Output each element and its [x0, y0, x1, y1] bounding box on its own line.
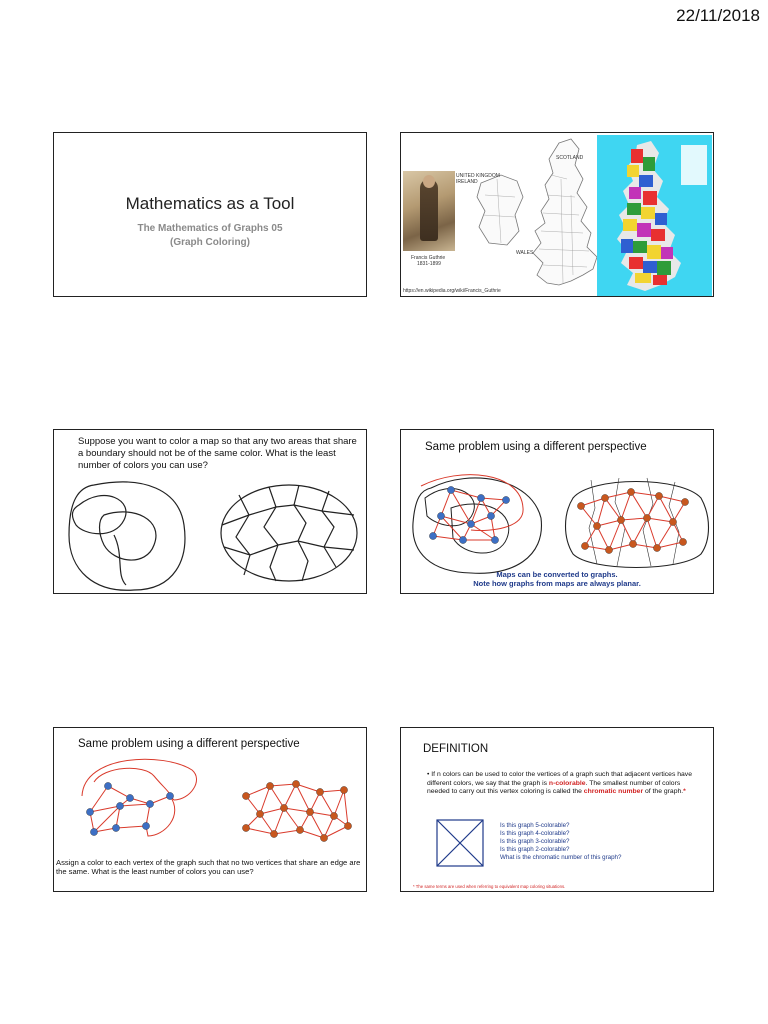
graph-edge — [657, 542, 683, 548]
graph-edge — [609, 520, 621, 550]
graph-edge — [621, 492, 631, 520]
graph-vertex — [491, 536, 498, 543]
graph-vertex — [593, 522, 600, 529]
map-coloring-question: Suppose you want to color a map so that any two areas that share a boundary should not be of the same color. What is the least number of colors you can use? — [78, 436, 357, 471]
question-chromatic-number: What is the chromatic number of this graph? — [500, 854, 622, 861]
graph-vertex — [601, 494, 608, 501]
graph-vertex — [330, 812, 337, 819]
definition-part3: of the graph. — [644, 788, 684, 795]
graph-vertex — [577, 502, 584, 509]
graph-edge — [631, 492, 647, 518]
graph-vertex — [340, 786, 347, 793]
graph-vertex — [270, 830, 277, 837]
slide-subtitle-line2: (Graph Coloring) — [170, 237, 250, 248]
graph-edge — [659, 496, 673, 522]
graph-edge — [90, 786, 108, 812]
graph-vertex — [104, 782, 111, 789]
slide-vertex-coloring — [53, 727, 367, 892]
map-to-graph-right — [561, 468, 711, 578]
graph-edge — [471, 524, 495, 540]
portrait-caption-years: 1831-1899 — [417, 261, 441, 267]
graph-edge — [621, 520, 633, 544]
graph-vertex — [502, 496, 509, 503]
graph-vertex — [90, 828, 97, 835]
graph-vertex — [296, 826, 303, 833]
graph-edge — [631, 492, 659, 496]
graph-left — [74, 756, 224, 856]
graph-edge — [605, 492, 631, 498]
graph-edge — [433, 536, 463, 540]
map-boundary — [82, 759, 197, 800]
graph-edge — [120, 804, 150, 806]
graph-vertex — [477, 494, 484, 501]
graph-vertex — [627, 488, 634, 495]
question-5-colorable: Is this graph 5-colorable? — [500, 822, 570, 829]
graph-vertex — [437, 512, 444, 519]
graph-vertex — [146, 800, 153, 807]
graph-vertex — [487, 512, 494, 519]
graph-edge — [274, 808, 284, 834]
graph-vertex — [292, 780, 299, 787]
slide-map-coloring-question — [53, 429, 367, 594]
wales-label: WALES — [516, 250, 534, 256]
graph-edge — [284, 784, 296, 808]
portrait-caption-name: Francis Guthrie — [411, 255, 446, 261]
graph-vertex — [669, 518, 676, 525]
graph-vertex — [316, 788, 323, 795]
slide-title — [53, 132, 367, 297]
graph-edge — [270, 784, 296, 786]
graph-edge — [633, 518, 647, 544]
slide4-heading: Same problem using a different perspective — [425, 441, 647, 453]
map-region-sketches — [54, 475, 367, 594]
asterisk: * — [683, 788, 686, 795]
slide5-heading: Same problem using a different perspective — [78, 738, 300, 750]
scotland-label: SCOTLAND — [556, 155, 584, 161]
graph-vertex — [256, 810, 263, 817]
graph-right — [224, 756, 367, 856]
graph-edge — [344, 790, 348, 826]
graph-vertex — [112, 824, 119, 831]
graph-vertex — [681, 498, 688, 505]
term-n-colorable: n-colorable — [548, 779, 586, 787]
graph-vertex — [86, 808, 93, 815]
graph-edge — [270, 786, 284, 808]
slide-maps — [400, 132, 714, 297]
definition-text — [427, 771, 692, 797]
graph-vertex — [679, 538, 686, 545]
definition-footnote: * The same terms are used when referring to equivalent map coloring situations. — [413, 884, 566, 889]
graph-edge — [284, 808, 300, 830]
graph-vertex — [344, 822, 351, 829]
graph-vertex — [320, 834, 327, 841]
graph-vertex — [459, 536, 466, 543]
graph-edge — [647, 518, 657, 548]
slide-map-to-graph — [400, 429, 714, 594]
ireland-label: IRELAND — [456, 179, 478, 185]
graph-vertex — [653, 544, 660, 551]
graph-vertex — [467, 520, 474, 527]
question-2-colorable: Is this graph 2-colorable? — [500, 846, 570, 853]
graph-vertex — [116, 802, 123, 809]
question-3-colorable: Is this graph 3-colorable? — [500, 838, 570, 845]
term-chromatic-number: chromatic number — [583, 788, 644, 795]
definition-title: DEFINITION — [423, 743, 489, 755]
slide-subtitle-line1: The Mathematics of Graphs 05 — [137, 223, 283, 234]
graph-edge — [324, 826, 348, 838]
caption-maps-to-graphs: Maps can be converted to graphs. — [496, 570, 618, 579]
graph-vertex — [142, 822, 149, 829]
graph-vertex — [429, 532, 436, 539]
graph-vertex — [126, 794, 133, 801]
map-boundary — [413, 478, 542, 573]
graph-edge — [284, 808, 310, 812]
graph-vertex — [266, 782, 273, 789]
graph-edge — [334, 790, 344, 816]
graph-vertex — [617, 516, 624, 523]
graph-edge — [605, 498, 621, 520]
graph-edge — [246, 828, 274, 834]
colored-uk-map — [597, 135, 712, 296]
question-4-colorable: Is this graph 4-colorable? — [500, 830, 570, 837]
slide-definition — [400, 727, 714, 892]
graph-edge — [116, 826, 146, 828]
graph-edge — [659, 496, 685, 502]
uk-label: UNITED KINGDOM — [456, 173, 500, 179]
graph-edge — [260, 786, 270, 814]
bullet: • — [427, 771, 430, 778]
graph-vertex — [280, 804, 287, 811]
graph-edge — [274, 830, 300, 834]
vertex-coloring-question: Assign a color to each vertex of the graph such that no two vertices that share an edge are the same. What is the least number of colors you can use? — [56, 858, 361, 876]
definition-part1: If n colors can be used to color the vertices of a graph such that adjacent vertices have different colors, we say that the graph is — [427, 771, 692, 787]
graph-vertex — [643, 514, 650, 521]
graph-edge — [246, 786, 270, 796]
map-boundary — [94, 768, 175, 836]
graph-edge — [621, 518, 647, 520]
graph-edge — [320, 792, 334, 816]
graph-vertex — [242, 824, 249, 831]
graph-vertex — [581, 542, 588, 549]
graph-edge — [597, 526, 609, 550]
graph-vertex — [447, 486, 454, 493]
graph-vertex — [166, 792, 173, 799]
francis-guthrie-portrait — [403, 171, 455, 251]
graph-edge — [657, 522, 673, 548]
caption-planar-graphs: Note how graphs from maps are always planar. — [473, 579, 641, 588]
wikipedia-url[interactable]: https://en.wikipedia.org/wiki/Francis_Guthrie — [403, 288, 501, 294]
graph-vertex — [242, 792, 249, 799]
graph-edge — [597, 498, 605, 526]
graph-vertex — [306, 808, 313, 815]
slide-title-heading: Mathematics as a Tool — [125, 194, 295, 213]
graph-vertex — [655, 492, 662, 499]
map-to-graph-left — [411, 468, 561, 578]
graph-edge — [647, 518, 673, 522]
map-boundary — [566, 482, 709, 568]
graph-vertex — [629, 540, 636, 547]
square-graph-diagram — [435, 818, 495, 878]
definition-part2: . The smallest number of colors needed to carry out this vertex coloring is called the — [427, 779, 681, 795]
page-date: 22/11/2018 — [676, 6, 760, 25]
uk-outline-map — [471, 135, 611, 295]
graph-vertex — [605, 546, 612, 553]
graph-edge — [441, 490, 451, 516]
